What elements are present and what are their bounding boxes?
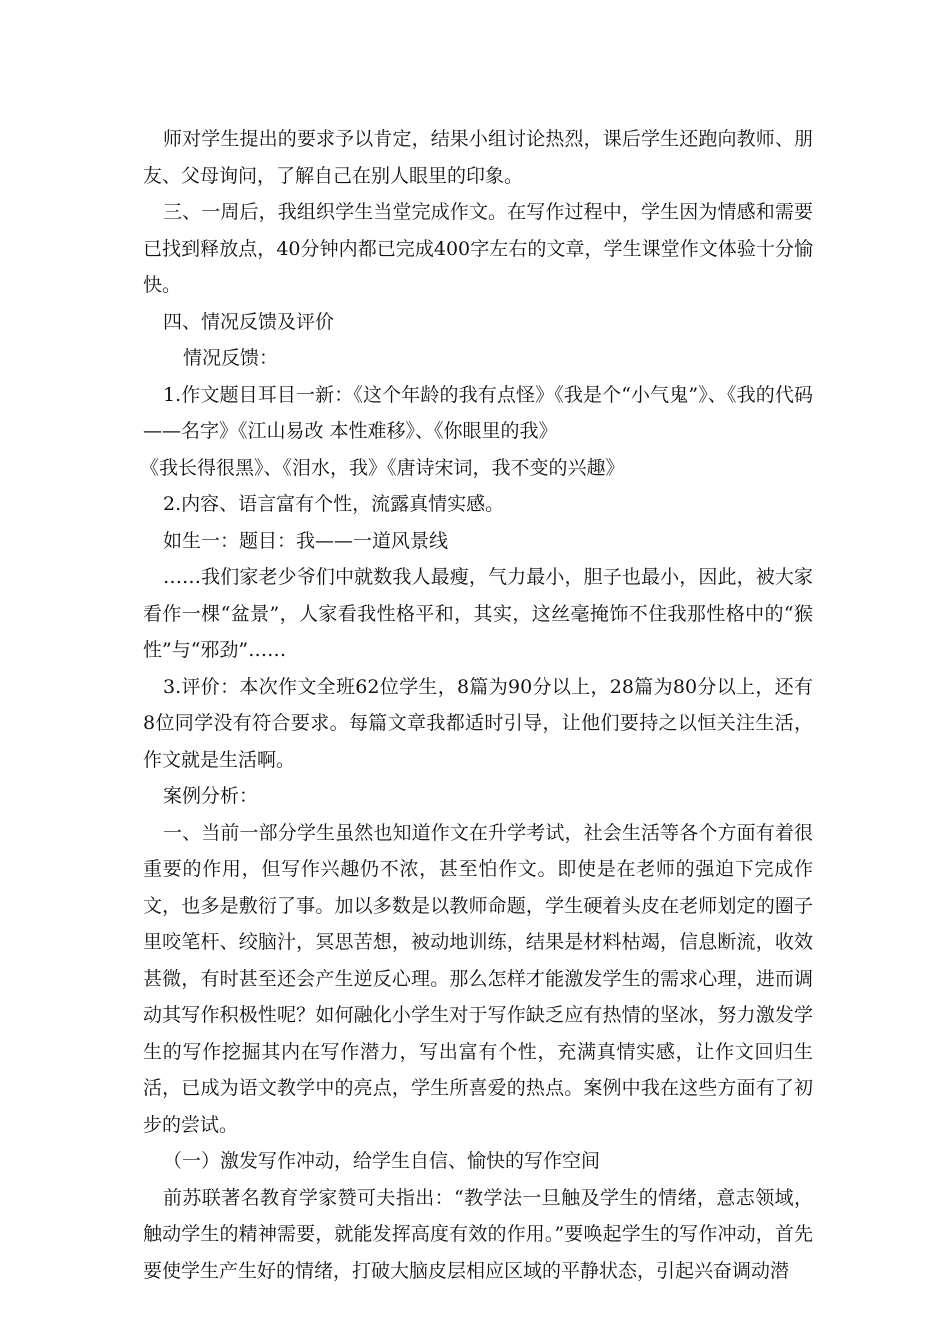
subheading: 案例分析： bbox=[163, 785, 259, 807]
paragraph: 1.作文题目耳目一新：《这个年龄的我有点怪》《我是个“小气鬼”》、《我的代码——名字》《江山易改 本性难移》、《你眼里的我》 bbox=[143, 383, 813, 442]
paragraph: 师对学生提出的要求予以肯定，结果小组讨论热烈，课后学生还跑向教师、朋友、父母询问，了解自己在别人眼里的印象。 bbox=[143, 128, 813, 187]
paragraph: 2.内容、语言富有个性，流露真情实感。 bbox=[163, 493, 505, 515]
paragraph: 前苏联著名教育学家赞可夫指出：“教学法一旦触及学生的情绪，意志领域，触动学生的精神需要，就能发挥高度有效的作用。”要唤起学生的写作冲动，首先要使学生产生好的情绪，打破大脑皮层相应区域的平静状态，引起兴奋调动潜 bbox=[143, 1186, 813, 1282]
subheading: （一）激发写作冲动，给学生自信、愉快的写作空间 bbox=[163, 1150, 601, 1172]
paragraph: 如生一：题目：我——一道风景线 bbox=[163, 529, 449, 552]
paragraph: ……我们家老少爷们中就数我人最瘦，气力最小，胆子也最小，因此，被大家看作一棵“盆景”，人家看我性格平和，其实，这丝毫掩饰不住我那性格中的“猴性”与“邪劲”…… bbox=[143, 566, 813, 661]
paragraph: 3.评价：本次作文全班62位学生，8篇为90分以上，28篇为80分以上，还有8位同学没有符合要求。每篇文章我都适时引导，让他们要持之以恒关注生活，作文就是生活啊。 bbox=[143, 675, 813, 771]
paragraph: 一、当前一部分学生虽然也知道作文在升学考试，社会生活等各个方面有着很重要的作用，但写作兴趣仍不浓，甚至怕作文。即使是在老师的强迫下完成作文，也多是敷衍了事。加以多数是以教师命题，学生硬着头皮在老师划定的圈子里咬笔杆、绞脑汁，冥思苦想，被动地训练，结果是材料枯竭，信息断流，收效甚微，有时甚至还会产生逆反心理。那么怎样才能激发学生的需求心理，进而调动其写作积极性呢？如何融化小学生对于写作缺乏应有热情的坚冰，努力激发学生的写作挖掘其内在写作潜力，写出富有个性，充满真情实感，让作文回归生活，已成为语文教学中的亮点，学生所喜爱的热点。案例中我在这些方面有了初步的尝试。 bbox=[143, 821, 813, 1136]
subheading: 情况反馈： bbox=[183, 347, 279, 369]
section-heading: 四、情况反馈及评价 bbox=[163, 310, 335, 333]
paragraph: 《我长得很黑》、《泪水，我》《唐诗宋词，我不变的兴趣》 bbox=[140, 456, 625, 479]
paragraph: 三、一周后，我组织学生当堂完成作文。在写作过程中，学生因为情感和需要已找到释放点，40分钟内都已完成400字左右的文章，学生课堂作文体验十分愉快。 bbox=[143, 201, 813, 296]
document-body bbox=[140, 121, 813, 1289]
